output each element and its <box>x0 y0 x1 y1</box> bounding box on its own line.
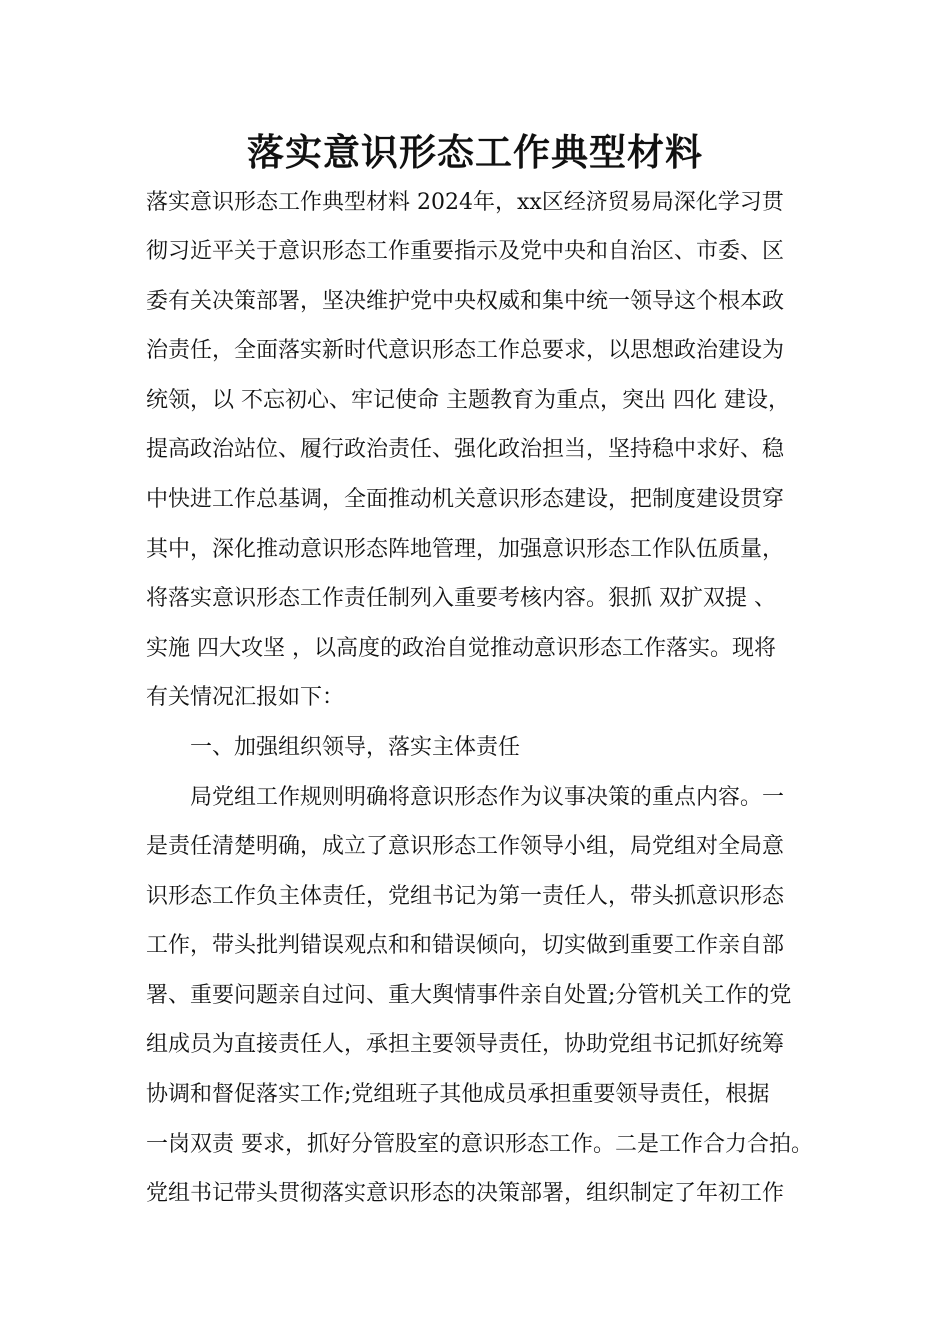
text-line: 协调和督促落实工作;党组班子其他成员承担重要领导责任，根据 <box>146 1082 770 1107</box>
text-line: 统领，以 不忘初心、牢记使命 主题教育为重点，突出 四化 建设， <box>146 388 790 413</box>
text-line: 委有关决策部署，坚决维护党中央权威和集中统一领导这个根本政 <box>146 289 785 314</box>
text-line: 中快进工作总基调，全面推动机关意识形态建设，把制度建设贯穿 <box>146 487 785 512</box>
text-line: 提高政治站位、履行政治责任、强化政治担当，坚持稳中求好、稳 <box>146 437 785 462</box>
text-line: 工作，带头批判错误观点和和错误倾向，切实做到重要工作亲自部 <box>146 933 785 958</box>
text-line: 局党组工作规则明确将意识形态作为议事决策的重点内容。一 <box>190 785 785 810</box>
text-line: 署、重要问题亲自过问、重大舆情事件亲自处置;分管机关工作的党 <box>146 983 792 1008</box>
text-line: 一岗双责 要求，抓好分管股室的意识形态工作。二是工作合力合拍。 <box>146 1132 813 1157</box>
text-line: 彻习近平关于意识形态工作重要指示及党中央和自治区、市委、区 <box>146 239 785 264</box>
text-line: 有关情况汇报如下： <box>146 685 345 710</box>
text-line: 识形态工作负主体责任，党组书记为第一责任人，带头抓意识形态 <box>146 884 785 909</box>
text-line: 治责任，全面落实新时代意识形态工作总要求，以思想政治建设为 <box>146 338 785 363</box>
text-line: 其中，深化推动意识形态阵地管理，加强意识形态工作队伍质量， <box>146 537 785 562</box>
text-line: 将落实意识形态工作责任制列入重要考核内容。狠抓 双扩双提 、 <box>146 586 776 611</box>
text-line: 落实意识形态工作典型材料 2024年，xx区经济贸易局深化学习贯 <box>146 190 784 215</box>
section-heading: 一、加强组织领导，落实主体责任 <box>190 735 521 760</box>
text-line: 是责任清楚明确，成立了意识形态工作领导小组，局党组对全局意 <box>146 834 785 859</box>
text-line: 实施 四大攻坚 ，以高度的政治自觉推动意识形态工作落实。现将 <box>146 636 776 661</box>
text-line: 组成员为直接责任人，承担主要领导责任，协助党组书记抓好统筹 <box>146 1032 785 1057</box>
text-line: 党组书记带头贯彻落实意识形态的决策部署，组织制定了年初工作 <box>146 1181 785 1206</box>
document-title: 落实意识形态工作典型材料 <box>247 130 703 174</box>
